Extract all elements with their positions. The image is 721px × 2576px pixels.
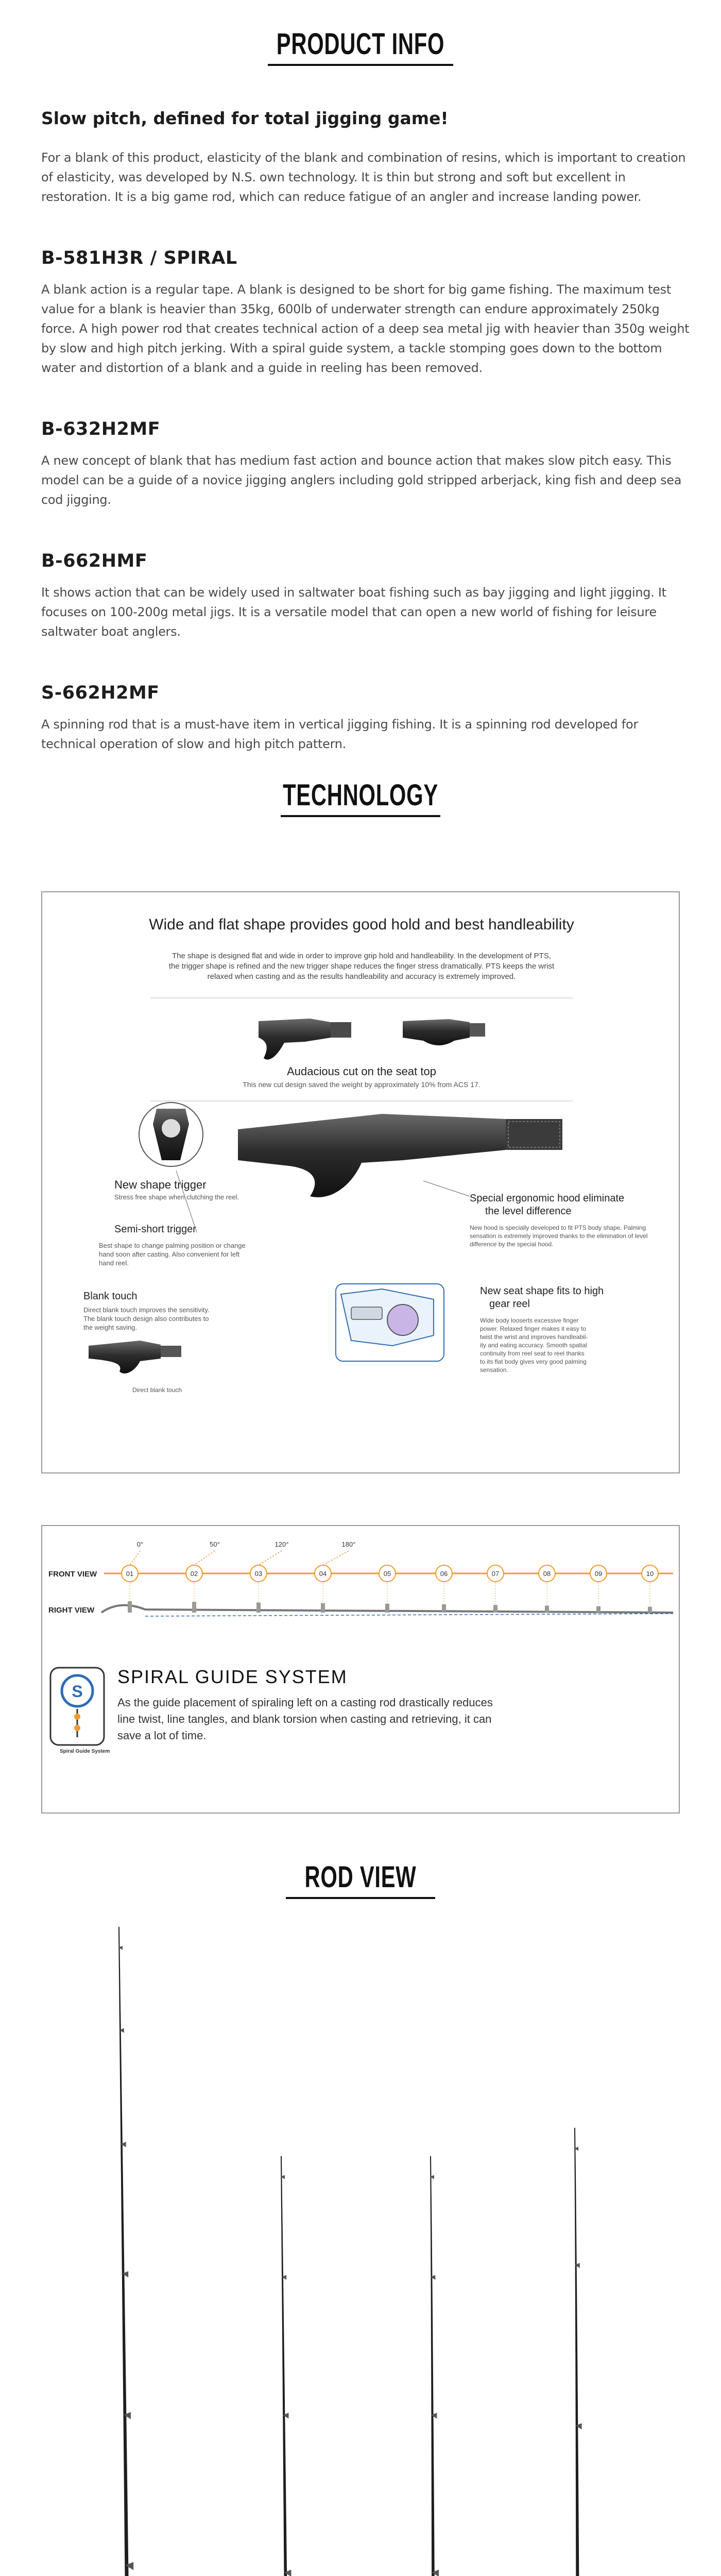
model-description: A new concept of blank that has medium fast action and bounce action that makes slow pitch easy. This model can be a guide of a novice jigging anglers including gold stripped arberjack, king fish and deep sea cod jigging. [41, 453, 682, 507]
guide-number: 01 [126, 1570, 134, 1578]
rod-view-heading: ROD VIEW [304, 1860, 417, 1894]
guide-angle-labels [130, 1540, 355, 1565]
callout-line [423, 1181, 470, 1196]
model-description: A spinning rod that is a must-have item in vertical jigging fishing. It is a spinning rod developed for technical operation of slow and high pitch pattern. [41, 717, 638, 751]
tech-intro-line: The shape is designed flat and wide in order to improve grip hold and handleability. In the development of PTS, [171, 952, 552, 960]
right-view-guide [385, 1604, 389, 1613]
blank-touch-icon [89, 1341, 181, 1374]
spiral-guide-text: save a lot of time. [117, 1729, 207, 1742]
reel-seat-diagram [42, 892, 681, 1475]
tech-intro-line: the trigger shape is refined and the new trigger shape reduces the finger stress dramatically. PTS keeps the wrist [168, 962, 555, 971]
spiral-guide-text: line twist, line tangles, and blank torsion when casting and retrieving, it can [117, 1713, 492, 1725]
guide-number: 07 [491, 1570, 500, 1578]
rod-blank [430, 2156, 438, 2576]
reel-seat-top-view-icon [259, 1019, 485, 1060]
right-view-guide [321, 1603, 325, 1613]
front-view-label: FRONT VIEW [48, 1570, 97, 1579]
guide-number: 08 [543, 1570, 551, 1578]
seat-top-title: Audacious cut on the seat top [287, 1065, 436, 1078]
seat-shape-title: New seat shape fits to high [480, 1285, 604, 1297]
right-view-guide [596, 1606, 600, 1613]
spiral-guide-badge-icon [50, 1668, 104, 1745]
rod-blank [118, 1927, 135, 2576]
guide-angle-label: 180° [341, 1540, 356, 1548]
hood-title: the level difference [485, 1206, 572, 1217]
tech-intro-line: relaxed when casting and as the results handleability and accuracy is extremely improved. [207, 972, 516, 981]
rod-view-diagram [0, 1860, 721, 2576]
guide-number: 03 [254, 1570, 263, 1578]
direct-blank-touch-label: Direct blank touch [132, 1386, 182, 1394]
right-view-guides [128, 1583, 652, 1613]
seat-shape-text: twist the wrist and improves handleabil- [480, 1333, 588, 1341]
technology-heading: TECHNOLOGY [283, 778, 438, 812]
product-intro: For a blank of this product, elasticity of the blank and combination of resins, which is important to creation of elasticity, was developed by N.S. own technology. It is thin but strong and soft but excellent in restoration. It is a big game rod, which can reduce fatigue of an angler and increase landing power. [41, 150, 686, 204]
right-view-label: RIGHT VIEW [48, 1606, 95, 1615]
model-title: S-662H2MF [41, 683, 160, 703]
semi-short-trigger-text: Best shape to change palming position or change [99, 1242, 246, 1249]
guide-number: 05 [383, 1570, 391, 1578]
guide-number: 10 [646, 1570, 654, 1578]
seat-shape-text: Wide body looserts excessive finger [480, 1317, 579, 1324]
spiral-guide-text: As the guide placement of spiraling left on a casting rod drastically reduces [117, 1696, 493, 1709]
model-description: It shows action that can be widely used in saltwater boat fishing such as bay jigging and light jigging. It focuses on 100-200g metal jigs. It is a versatile model that can open a new world of fishing for leisure saltwater boat anglers. [41, 585, 666, 639]
guide-angle-label: 120° [274, 1540, 289, 1548]
rod-blank [574, 2128, 582, 2576]
seat-top-text: This new cut design saved the weight by approximately 10% from ACS 17. [243, 1080, 480, 1089]
guide-angle-label: 50° [210, 1540, 220, 1548]
svg-text:S: S [72, 1682, 83, 1701]
product-info-body [41, 108, 690, 754]
trigger-title: New shape trigger [114, 1178, 207, 1191]
guide-angle-label: 0° [136, 1540, 144, 1548]
guide-number: 02 [190, 1570, 198, 1578]
technology-section [0, 762, 721, 1860]
hood-text: difference by the special hood. [470, 1241, 554, 1248]
guide-number: 09 [594, 1570, 603, 1578]
seat-shape-text: to its flat body gives very good palming [480, 1358, 587, 1365]
hood-text: New hood is specially developed to fit PTS body shape. Palming [470, 1224, 646, 1231]
guide-number: 06 [440, 1570, 448, 1578]
seat-shape-text: power. Relaxed finger makes it easy to [480, 1325, 587, 1332]
semi-short-trigger-text: hand soon after casting. Also convenient for left [99, 1250, 240, 1258]
blank-touch-text: the weight saving. [83, 1324, 138, 1331]
spiral-guide-panel [41, 1525, 680, 1814]
rod-blank [281, 2156, 294, 2576]
blank-touch-text: The blank touch design also contributes to [83, 1315, 209, 1323]
angle-leader-line [130, 1551, 140, 1565]
product-info-section [0, 0, 721, 762]
semi-short-trigger-title: Semi-short trigger [114, 1224, 196, 1235]
spiral-guide-diagram [42, 1526, 681, 1815]
angle-leader-line [259, 1551, 282, 1565]
blank-touch-title: Blank touch [83, 1291, 138, 1302]
tech-box-title: Wide and flat shape provides good hold and best handleability [149, 916, 574, 933]
blank-touch-text: Direct blank touch improves the sensitivity. [83, 1306, 210, 1314]
seat-shape-title: gear reel [489, 1298, 530, 1310]
seat-shape-text: sensation. [480, 1366, 508, 1374]
heading-underline [281, 815, 440, 817]
semi-short-trigger-text: hand reel. [99, 1259, 129, 1267]
angle-leader-line [194, 1551, 215, 1565]
hood-title: Special ergonomic hood eliminate [470, 1193, 625, 1204]
angle-leader-line [323, 1551, 349, 1565]
hood-text: sensation is extremely improved thanks to the elimination of level [470, 1232, 648, 1240]
right-view-line [145, 1614, 673, 1616]
trigger-text: Stress free shape when clutching the reel. [114, 1193, 239, 1201]
spiral-guide-title: SPIRAL GUIDE SYSTEM [117, 1666, 348, 1687]
model-title: B-662HMF [41, 551, 148, 571]
rod-view-section [0, 1860, 721, 2576]
hand-with-reel-icon [336, 1284, 444, 1361]
model-title: B-581H3R / SPIRAL [41, 248, 237, 268]
heading-underline [268, 64, 453, 66]
right-view-guide [648, 1607, 652, 1613]
reel-seat-technology-panel [41, 891, 680, 1473]
guide-number: 04 [319, 1570, 327, 1578]
model-description: A blank action is a regular tape. A blank is designed to be short for big game fishing. The maximum test value for a blank is heavier than 35kg, 600lb of underwater strength can endure approximately 250kg force. A high power rod that creates technical action of a deep sea metal jig with heavier than 350g weight by slow and high pitch jerking. With a spiral guide system, a tackle stomping goes down to the bottom water and distortion of a blank and a guide in reeling has been removed. [41, 282, 690, 375]
product-info-heading: PRODUCT INFO [276, 27, 445, 61]
product-lead: Slow pitch, defined for total jigging game! [41, 108, 449, 128]
reel-seat-side-view-icon [238, 1114, 562, 1197]
model-title: B-632H2MF [41, 419, 161, 439]
seat-shape-text: ity and eating accuracy. Smooth spatial [480, 1342, 587, 1349]
spiral-badge-label: Spiral Guide System [60, 1749, 110, 1754]
seat-shape-text: continuity from reel seat to reel thanks [480, 1350, 585, 1357]
trigger-front-view-icon [139, 1103, 203, 1166]
